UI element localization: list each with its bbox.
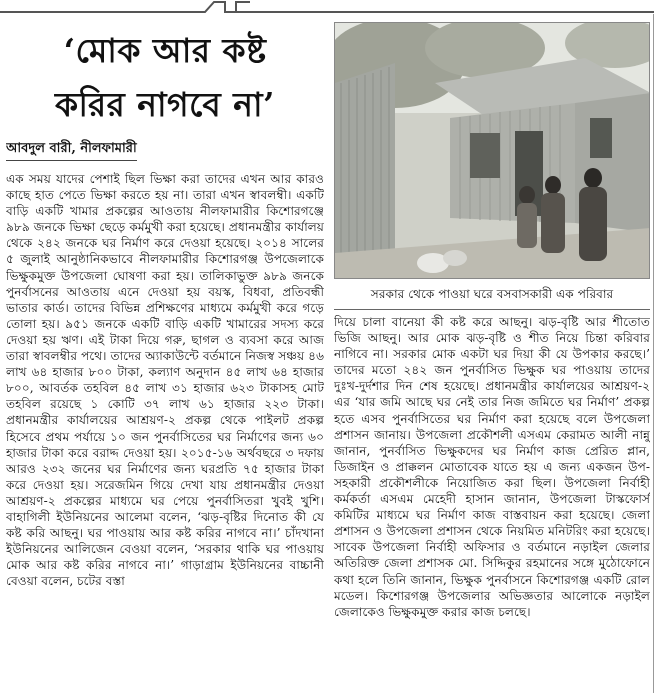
article-body-right: দিয়ে চালা বানেয়া কী কষ্ট করে আছনু। ঝড়-বৃষ্টি আর শীতোত ভিজি আছনু। আর মোক ঝড়-বৃষ্টি ও শীত নিয়ে চিন্তা করিবার নাগিবে না। সরকার মোক একটা ঘর দিয়া কী যে উপকার করছে।’ তাদের মতো ২৪২ জন পুনর্বাসিত ভিক্ষুক ঘর পাওয়ায় তাদের দুঃখ-দুর্দশার দিন শেষ হয়েছে। প্রধানমন্ত্রীর কার্যালয়ের আশ্রয়ণ-২ এর ‘যার জমি আছে ঘর নেই তার নিজ জমিতে ঘর নির্মাণ’ প্রকল্প হতে এসব পুনর্বাসিতের ঘর নির্মাণ করা হয়েছে বলে উপজেলা প্রশাসন জানায়। উপজেলা প্রকৌশলী এসএম কেরামত আলী নান্নু জানান, পুনর্বাসিত ভিক্ষুকদের ঘর নির্মাণ কাজ প্রেরিত প্লান, ডিজাইন ও প্রাক্কলন মোতাবেক যাতে হয় এ জন্য একজন উপ-সহকারী প্রকৌশলীকে নিয়োজিত করা ছিল। উপজেলা নির্বাহী কর্মকর্তা এসএম মেহেদী হাসান জানান, উপজেলা টাস্কফোর্স কমিটির মাধ্যমে ঘর নির্মাণ কাজ বাস্তবায়ন করা হয়েছে। জেলা প্রশাসন ও উপজেলা প্রশাসন থেকে নিয়মিত মনিটরিং করা হয়েছে। সাবেক উপজেলা নির্বাহী অফিসার ও বর্তমানে নড়াইল জেলার অতিরিক্ত জেলা প্রশাসক মো. সিদ্দিকুর রহমানের সঙ্গে মুঠোফোনে কথা হলে তিনি জানান, ভিক্ষুক পুনর্বাসনে কিশোরগঞ্জ একটি রোল মডেল। কিশোরগঞ্জ উপজেলার অভিজ্ঞতার আলোকে নড়াইল জেলাকেও ভিক্ষুকমুক্ত করার কাজ চলছে। — [334, 315, 650, 619]
article-body-left: এক সময় যাদের পেশাই ছিল ভিক্ষা করা তাদের এখন আর কারও কাছে হাত পেতে ভিক্ষা করতে হয় না। তারা এখন স্বাবলম্বী। একটি বাড়ি একটি খামার প্রকল্পের আওতায় নীলফামারীর কিশোরগঞ্জে ৯৮৯ জনকে ভিক্ষা ছেড়ে কর্মমুখী করা হয়েছে। প্রধানমন্ত্রীর কার্যালয় থেকে ২৪২ জনকে ঘর নির্মাণ করে দেওয়া হয়েছে। ২০১৪ সালের ৫ জুলাই আনুষ্ঠানিকভাবে নীলফামারীর কিশোরগঞ্জ উপজেলাকে ভিক্ষুকমুক্ত উপজেলা ঘোষণা করা হয়। তালিকাভুক্ত ৯৮৯ জনকে পুনর্বাসনের আওতায় এনে দেওয়া হয় বয়স্ক, বিধবা, প্রতিবন্ধী ভাতার কার্ড। তাদের বিভিন্ন প্রশিক্ষণের মাধ্যমে কর্মমুখী করে গড়ে তোলা হয়। ৯৫১ জনকে একটি বাড়ি একটি খামারের সদস্য করে দেওয়া হয় ঋণ। এই টাকা দিয়ে গরু, ছাগল ও ব্যবসা করে আজ তারা স্বাবলম্বীর পথে। তাদের অ্যাকাউন্টে বর্তমানে নিজস্ব সঞ্চয় ৪৬ লাখ ৬৪ হাজার ৮০০ টাকা, কল্যাণ অনুদান ৪৫ লাখ ৬৪ হাজার ৮০০, আবর্তক তহবিল ৪৫ লাখ ৩১ হাজার ৬২৩ টাকাসহ মোট তহবিল রয়েছে ১ কোটি ৩৭ লাখ ৬১ হাজার ২২৩ টাকা। প্রধানমন্ত্রীর কার্যালয়ের আশ্রয়ণ-২ প্রকল্প থেকে পাইলট প্রকল্প হিসেবে প্রথম পর্যায়ে ১০ জন পুনর্বাসিতের ঘর নির্মাণের জন্য ৬০ হাজার টাকা করে বরাদ্দ দেওয়া হয়। ২০১৫-১৬ অর্থবছরে ৩ দফায় আরও ২৩২ জনের ঘর নির্মাণের জন্য ঘরপ্রতি ৭৫ হাজার টাকা করে দেওয়া হয়। সরেজমিন গিয়ে দেখা যায় প্রধানমন্ত্রীর দেওয়া আশ্রয়ণ-২ প্রকল্পের মাধ্যমে ঘর পেয়ে পুনর্বাসিতরা খুবই খুশি। বাহাগিলী ইউনিয়নের আলেমা বলেন, ‘ঝড়-বৃষ্টির দিনোত কী যে কষ্ট করি আছনু। ঘর পাওয়ায় আর কষ্ট করির নাগবে না।’ চাঁদখানা ইউনিয়নের আলিজেন বেওয়া বলেন, ‘সরকার থাকি ঘর পাওয়ায় মোক আর কষ্ট করির নাগবে না।’ গাড়াগ্রাম ইউনিয়নের বাচ্চানী বেওয়া বলেন, চটের বস্তা — [6, 172, 324, 589]
page-top-border — [0, 0, 654, 14]
byline: আবদুল বারী, নীলফামারী — [6, 140, 137, 161]
right-column — [334, 22, 650, 690]
article-photo — [334, 22, 650, 279]
family-house-photo — [335, 23, 650, 279]
photo-caption: সরকার থেকে পাওয়া ঘরে বসবাসকারী এক পরিবার — [334, 279, 650, 310]
headline — [6, 24, 324, 132]
left-column — [6, 22, 324, 690]
headline-line-2: করির নাগবে না’ — [54, 85, 276, 124]
byline-spacer — [6, 161, 324, 171]
headline-line-1: ‘মোক আর কষ্ট — [63, 31, 267, 70]
